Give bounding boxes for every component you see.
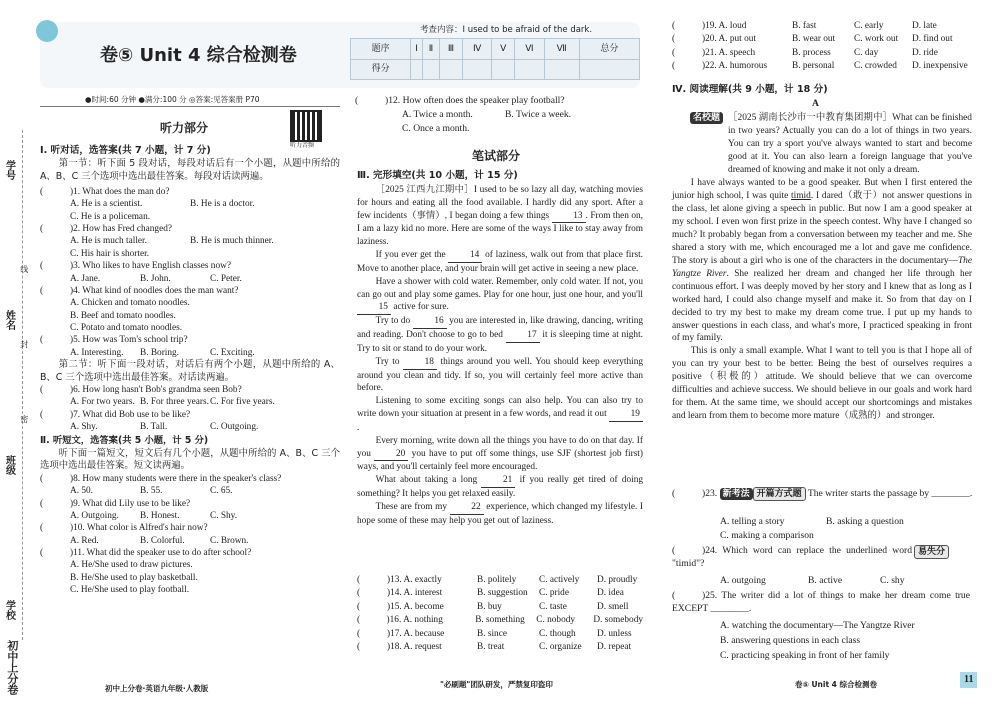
- cloze-options-continued: [672, 20, 972, 74]
- option[interactable]: C. crowded: [854, 61, 897, 72]
- option[interactable]: D. idea: [597, 588, 624, 599]
- exam-meta: ●时间:60 分钟 ●满分:100 分 ◎答案:见答案册 P70: [85, 95, 260, 104]
- option[interactable]: D. ride: [912, 47, 938, 58]
- score-table: [350, 38, 640, 80]
- easy-mistake-badge: 易失分: [914, 545, 949, 559]
- option[interactable]: B. fast: [792, 21, 817, 31]
- score-header: 题序: [351, 39, 411, 60]
- sidebar-dot-seal: 封: [19, 340, 29, 348]
- binding-sidebar: [0, 0, 30, 708]
- score-header: Ⅶ: [544, 39, 579, 60]
- q12-option-b[interactable]: B. Twice a week.: [505, 109, 572, 120]
- option[interactable]: C. though: [539, 628, 576, 639]
- cloze-option-row: ( )20. A. put out B. wear out C. work out D. find out: [672, 33, 972, 46]
- option[interactable]: B. since: [477, 628, 507, 639]
- option[interactable]: B. He/She used to play basketball.: [70, 572, 198, 583]
- q12-option-c[interactable]: C. Once a month.: [402, 123, 470, 134]
- option[interactable]: D. proudly: [597, 575, 638, 585]
- option[interactable]: C. He is a policeman.: [70, 211, 151, 222]
- option[interactable]: C. Potato and tomato noodles.: [70, 322, 183, 333]
- score-cell[interactable]: [492, 59, 515, 80]
- q25-question: ( )25. The writer did a lot of things to make her dream come true EXCEPT ________.: [672, 590, 970, 614]
- cloze-option-row: ( )17. A. because B. since C. though D. unless: [357, 628, 643, 641]
- cloze-option-row: ( )22. A. humorous B. personal C. crowded D. inexpensive: [672, 60, 972, 73]
- option[interactable]: C. Exciting.: [210, 347, 255, 358]
- cloze-option-row: ( )19. A. loud B. fast C. early D. late: [672, 20, 972, 33]
- option[interactable]: C. His hair is shorter.: [70, 248, 150, 259]
- question: ( )3. Who likes to have English classes now?: [40, 261, 231, 272]
- option[interactable]: B. something: [475, 615, 525, 626]
- option[interactable]: C. Peter.: [210, 273, 242, 284]
- footer-left: 初中上分卷·英语九年级·人教版: [105, 684, 209, 693]
- q24-option-a[interactable]: A. outgoing: [720, 575, 766, 586]
- option[interactable]: A. 50.: [70, 486, 93, 497]
- option[interactable]: D. smell: [597, 601, 629, 612]
- section-1-instructions: 第一节：听下面 5 段对话，每段对话后有一个小题，从题中所给的 A、B、C 三个选项中选出最佳答案。每段对话读两遍。: [40, 158, 340, 182]
- option[interactable]: A. Jane.: [70, 273, 101, 284]
- written-title: 笔试部分: [472, 149, 521, 163]
- footer-mid: "必刷题"团队研发，严禁复印盗印: [440, 680, 553, 689]
- cloze-paragraph: What about taking a long 21 if you really get tired of doing something? It helps you get relaxed easily.: [357, 475, 644, 500]
- cloze-paragraph: ［2025 江西九江期中］I used to be so lazy all day, watching movies for hours and eating all the food available. I hardly did any sport. After a few incidents（事情）, I began doing a few things 13 . From then on, I am a lazy kid no more. Here are some of the ways I like to stay away from laziness.: [357, 185, 644, 248]
- option[interactable]: A. He/She used to draw pictures.: [70, 560, 193, 571]
- cloze-paragraph: These are from my 22 experience, which changed my lifestyle. I hope some of these may help you get out of laziness.: [357, 501, 644, 526]
- qr-caption: 听力音频: [290, 142, 315, 149]
- question: ( )9. What did Lily use to be like?: [40, 498, 191, 509]
- score-cell[interactable]: [462, 59, 492, 80]
- sidebar-dot-line: 线: [19, 265, 29, 273]
- option[interactable]: C. day: [854, 47, 879, 58]
- question: ( )5. How was Tom's school trip?: [40, 335, 188, 346]
- reading-passage: [672, 112, 972, 423]
- q23-option-b[interactable]: B. asking a question: [826, 516, 904, 527]
- option[interactable]: C. organize: [539, 642, 582, 653]
- option[interactable]: C. For five years.: [210, 397, 275, 408]
- option[interactable]: D. unless: [597, 628, 632, 639]
- score-header: Ⅲ: [440, 39, 463, 60]
- q23-option-a[interactable]: A. telling a story: [720, 516, 785, 527]
- option[interactable]: C. work out: [854, 34, 899, 45]
- option[interactable]: A. He is a scientist.: [70, 199, 143, 210]
- q25-option-a[interactable]: A. watching the documentary—The Yangtze River: [720, 620, 915, 631]
- score-cell[interactable]: [411, 59, 423, 80]
- option[interactable]: )22. A. humorous: [702, 61, 768, 72]
- option[interactable]: C. actively: [539, 575, 580, 585]
- section-2-instructions: 听下面一篇短文，短文后有几个小题，从题中所给的 A、B、C 三个选项中选出最佳答案。短文读两遍。: [40, 447, 340, 472]
- cloze-paragraph: Have a shower with cold water. Remember, only cold water. If not, you can go out and play some games. Play for one hour, just one hour, and you'll 15 active for sure.: [357, 276, 643, 315]
- score-row-label: 得分: [351, 59, 411, 80]
- sidebar-label-school: 学校: [3, 600, 15, 620]
- option[interactable]: C. taste: [539, 601, 567, 612]
- question: ( )10. What color is Alfred's hair now?: [40, 523, 208, 534]
- page-title: 卷⑤ Unit 4 综合检测卷: [100, 45, 297, 66]
- option[interactable]: )20. A. put out: [702, 34, 756, 45]
- cloze-option-row: ( )14. A. interest B. suggestion C. pride D. idea: [357, 587, 643, 600]
- option[interactable]: B. process: [792, 47, 831, 58]
- q23-question: ( )23. 新考法 开篇方式题 The writer starts the passage by ________.: [672, 487, 972, 501]
- passage-label: A: [812, 98, 819, 109]
- cloze-option-row: ( )21. A. speech B. process C. day D. ride: [672, 47, 972, 60]
- score-cell[interactable]: [515, 59, 545, 80]
- score-header: Ⅴ: [492, 39, 515, 60]
- option[interactable]: B. suggestion: [477, 588, 528, 599]
- option[interactable]: A. Shy.: [70, 422, 98, 433]
- question: ( )7. What did Bob use to be like?: [40, 409, 191, 420]
- question: ( )2. How has Fred changed?: [40, 224, 172, 235]
- option[interactable]: B. Honest.: [140, 510, 180, 521]
- section-1-title: Ⅰ. 听对话，选答案(共 7 小题，计 7 分): [40, 145, 211, 156]
- sidebar-label-name: 姓名: [3, 310, 15, 330]
- option[interactable]: )15. A. become: [387, 601, 444, 612]
- option[interactable]: )19. A. loud: [702, 21, 747, 31]
- section-3-title: Ⅲ. 完形填空(共 10 小题，计 15 分): [357, 170, 518, 181]
- question: ( )6. How long hasn't Bob's grandma seen Bob?: [40, 385, 242, 396]
- header-logo-circle: [36, 20, 58, 42]
- question: ( )4. What kind of noodles does the man want?: [40, 285, 239, 296]
- option[interactable]: B. Colorful.: [140, 535, 185, 546]
- option[interactable]: B. Boring.: [140, 347, 179, 358]
- option[interactable]: B. buy: [477, 601, 502, 612]
- option[interactable]: A. Interesting.: [70, 347, 124, 358]
- score-header: Ⅰ: [411, 39, 423, 60]
- option[interactable]: A. For two years.: [70, 397, 135, 408]
- option[interactable]: B. treat: [477, 642, 505, 653]
- option[interactable]: A. Chicken and tomato noodles.: [70, 298, 190, 309]
- option[interactable]: B. politely: [477, 575, 517, 585]
- cloze-paragraph: Listening to some exciting songs can also help. You can also try to write down your situation at present in a few words, and read it out 19.: [357, 396, 643, 433]
- option[interactable]: )21. A. speech: [702, 47, 756, 58]
- question: ( )1. What does the man do?: [40, 187, 170, 197]
- sidebar-label-id: 学号: [3, 160, 15, 180]
- q25-option-c[interactable]: C. practicing speaking in front of her family: [720, 650, 890, 661]
- qr-code-icon: [290, 110, 322, 142]
- sidebar-brand: 初中上分卷: [5, 640, 19, 695]
- q23-option-c[interactable]: C. making a comparison: [720, 530, 814, 541]
- option[interactable]: )17. A. because: [387, 628, 445, 639]
- cloze-paragraph: Try to 18 things around you well. You should keep everything around you clean and tidy. If so, you will certainly feel more active than before.: [357, 356, 643, 394]
- listening-title: 听力部分: [160, 121, 209, 135]
- section-2-title: Ⅱ. 听短文，选答案(共 5 小题，计 5 分): [40, 435, 209, 447]
- cloze-paragraph: If you ever get the 14 of laziness, walk out from that place first. Move to another place, and your brain will get active in seeing a new place.: [357, 250, 643, 274]
- section-4-title: Ⅳ. 阅读理解(共 9 小题，计 18 分): [672, 84, 828, 95]
- section-1-part2-instructions: 第二节：听下面一段对话，对话后有两个小题，从题中所给的 A、B、C 三个选项中选出最佳答案。对话读两遍。: [40, 359, 340, 383]
- cloze-option-row: ( )13. A. exactly B. politely C. actively D. proudly: [357, 574, 643, 587]
- sidebar-dot-secret: 密: [19, 415, 29, 423]
- score-cell[interactable]: [440, 59, 463, 80]
- q12-option-a[interactable]: A. Twice a month.: [402, 109, 473, 120]
- option[interactable]: C. 65.: [210, 486, 233, 497]
- sidebar-label-class: 班级: [3, 455, 15, 475]
- option[interactable]: B. wear out: [792, 34, 836, 45]
- option[interactable]: C. early: [854, 21, 884, 31]
- option[interactable]: D. repeat: [597, 642, 632, 653]
- option[interactable]: B. Tall.: [140, 422, 168, 433]
- famous-school-badge: 名校题: [690, 112, 723, 125]
- reading-paragraph: I have always wanted to be a good speaker. But when I first entered the junior high school, I was quite timid. I dared（敢于）not answer questions in the class, let alone giving a speech in public. But now I am a good speaker at my school. I even won first prize in the speech contest. Why have I changed so much? It probably began from a conversation between my teacher and me. She shared a story with me, which encouraged me a lot and gave me confidence. The story is about a girl who is one of the characters in the documentary—The Yangtze River. She realized her dream and changed her life through her continuous effort. I was deeply moved by her story and I knew that as long as I worked hard, I could also change myself and make it. So from that day on I decided to try my best to make my dream come true. I put up my hands to answer questions in each class, and what's more, I practiced speaking in front of my family.: [672, 177, 972, 344]
- option[interactable]: C. Brown.: [210, 535, 249, 546]
- option[interactable]: A. He is much taller.: [70, 236, 147, 247]
- footer-right: 卷⑤ Unit 4 综合检测卷: [795, 680, 877, 689]
- option[interactable]: B. 55.: [140, 486, 163, 497]
- option[interactable]: B. John.: [140, 273, 171, 284]
- listening-questions: [40, 186, 340, 596]
- option[interactable]: B. Beef and tomato noodles.: [70, 310, 176, 321]
- option[interactable]: C. Outgoing.: [210, 422, 259, 433]
- q12-question: ( )12. How often does the speaker play football?: [355, 95, 565, 106]
- cloze-option-row: ( )16. A. nothing B. something C. nobody D. somebody: [357, 614, 643, 627]
- score-header: Ⅱ: [422, 39, 439, 60]
- q24-question: ( )24. Which word can replace the underlined word "timid"?: [672, 545, 912, 569]
- page-number: 11: [960, 672, 977, 688]
- q24-option-b[interactable]: B. active: [808, 575, 843, 586]
- score-header: Ⅳ: [462, 39, 492, 60]
- option[interactable]: )18. A. request: [387, 642, 442, 653]
- option[interactable]: B. personal: [792, 61, 835, 72]
- cut-line: [22, 130, 23, 640]
- option[interactable]: D. find out: [912, 34, 953, 45]
- cloze-paragraph: Every morning, write down all the things you have to do on that day. If you 20 you have to put off some things, use SJF (shortest job first) ways, and you'll certainly feel more encouraged.: [357, 435, 643, 473]
- option[interactable]: B. For three years.: [140, 397, 209, 408]
- option[interactable]: D. late: [912, 21, 937, 31]
- score-cell[interactable]: [544, 59, 579, 80]
- reading-paragraph: ［2025 湖南长沙市一中教育集团期中］What can be finished in two years? Actually you can do a lot of things in two years. You can try a sport you've always wanted to start and become good at it. You can also learn a foreign language that you've dreamed of knowing and make it not only a dream.: [728, 113, 972, 175]
- reading-paragraph: This is only a small example. What I want to tell you is that I hope all of you can try your best to be better. Being the best of ourselves requires a positive（积极的）attitude. We should believe that we can overcome difficulties and achieve success. We should believe in our goals and work hard for them. At the same time, we should accept our shortcomings and mistakes and learn from them to become more mature（成熟的）and stronger.: [672, 346, 972, 422]
- option[interactable]: C. nobody: [536, 615, 576, 626]
- option[interactable]: D. inexpensive: [912, 61, 968, 72]
- option[interactable]: C. pride: [539, 588, 569, 599]
- option[interactable]: D. somebody: [593, 615, 643, 626]
- option[interactable]: )14. A. interest: [387, 588, 443, 599]
- option[interactable]: A. Red.: [70, 535, 99, 546]
- score-cell[interactable]: [422, 59, 439, 80]
- option[interactable]: B. He is much thinner.: [190, 236, 274, 247]
- option[interactable]: )13. A. exactly: [387, 575, 442, 585]
- question: ( )8. How many students were there in the speaker's class?: [40, 473, 282, 484]
- score-header: 总分: [579, 39, 639, 60]
- score-cell[interactable]: [579, 59, 639, 80]
- score-header: Ⅵ: [515, 39, 545, 60]
- option[interactable]: B. He is a doctor.: [190, 199, 255, 210]
- cloze-paragraph: Try to do 16 you are interested in, like drawing, dancing, writing and reading. Don't choose to go to bed 17 it is sleeping time at night. Try to sit or stand to do your work.: [357, 316, 643, 354]
- option[interactable]: C. Shy.: [210, 510, 238, 521]
- question: ( )11. What did the speaker use to do after school?: [40, 547, 252, 558]
- cloze-passage: [357, 184, 643, 528]
- cloze-option-row: ( )18. A. request B. treat C. organize D. repeat: [357, 641, 643, 654]
- exam-content: 考查内容：I used to be afraid of the dark.: [420, 25, 593, 35]
- q24-option-c[interactable]: C. shy: [880, 575, 905, 586]
- option[interactable]: A. Outgoing.: [70, 510, 119, 521]
- divider: [40, 106, 340, 107]
- cloze-option-row: ( )15. A. become B. buy C. taste D. smell: [357, 601, 643, 614]
- cloze-options: [357, 574, 643, 655]
- option[interactable]: C. He/She used to play football.: [70, 585, 190, 596]
- q25-option-b[interactable]: B. answering questions in each class: [720, 635, 861, 646]
- option[interactable]: )16. A. nothing: [386, 615, 443, 626]
